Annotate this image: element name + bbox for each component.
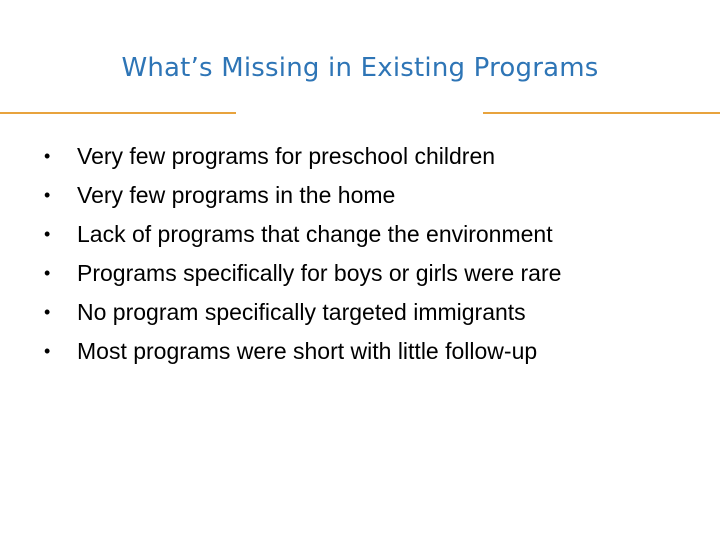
bullet-dot-icon: • — [44, 341, 51, 361]
bullet-list — [44, 140, 561, 374]
bullet-item — [44, 296, 561, 335]
slide-title: What’s Missing in Existing Programs — [121, 53, 599, 83]
bullet-dot-icon: • — [44, 185, 51, 205]
bullet-text: Most programs were short with little follow-up — [77, 338, 538, 364]
title-divider-right — [483, 112, 720, 114]
bullet-text: Very few programs for preschool children — [77, 143, 496, 169]
bullet-text: No program specifically targeted immigrants — [77, 299, 526, 325]
bullet-item — [44, 257, 561, 296]
bullet-item — [44, 335, 561, 374]
bullet-dot-icon: • — [44, 302, 51, 322]
bullet-text: Programs specifically for boys or girls were rare — [77, 260, 562, 286]
bullet-text: Very few programs in the home — [77, 182, 396, 208]
bullet-dot-icon: • — [44, 224, 51, 244]
bullet-dot-icon: • — [44, 263, 51, 283]
bullet-item — [44, 218, 561, 257]
bullet-item — [44, 179, 561, 218]
title-divider-left — [0, 112, 236, 114]
bullet-item — [44, 140, 561, 179]
bullet-dot-icon: • — [44, 146, 51, 166]
bullet-text: Lack of programs that change the environment — [77, 221, 553, 247]
